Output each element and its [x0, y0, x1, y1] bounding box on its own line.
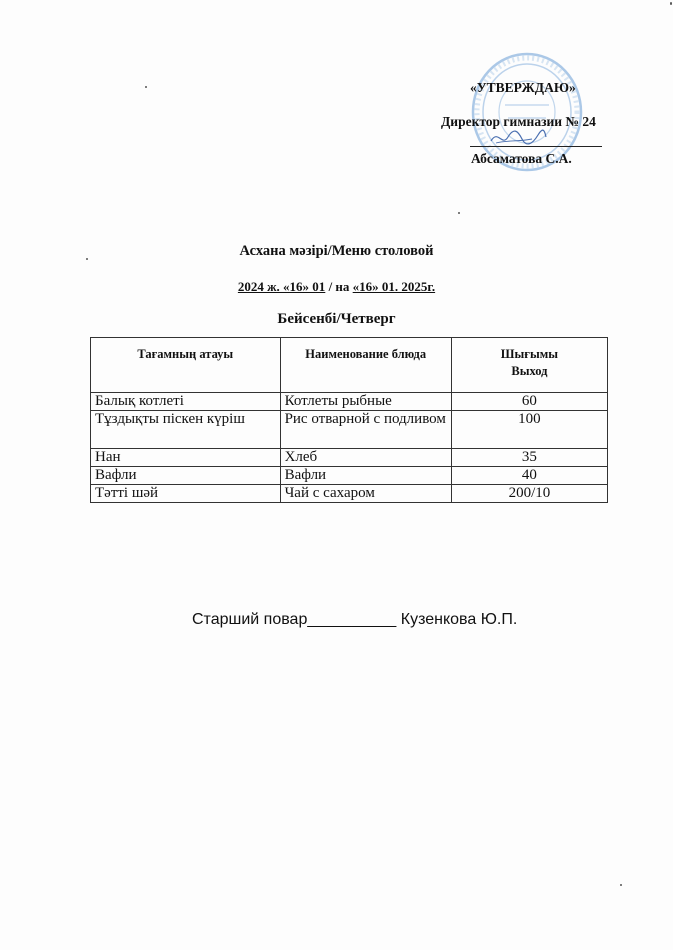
table-row: [91, 411, 608, 449]
cell-kz: Тәтті шәй: [91, 485, 281, 503]
header-kz-name: Тағамның атауы: [91, 338, 281, 393]
date-kz: 2024 ж. «16» 01: [237, 279, 326, 294]
table-row: [91, 467, 608, 485]
cell-ru: Чай с сахаром: [280, 485, 451, 503]
cell-kz: Вафли: [91, 467, 281, 485]
table-row: [91, 485, 608, 503]
header-ru-name: Наименование блюда: [280, 338, 451, 393]
cell-ru: Вафли: [280, 467, 451, 485]
cell-kz: Тұздықты піскен күріш: [91, 411, 281, 449]
header-output-ru: Выход: [511, 364, 548, 378]
approval-position: Директор гимназии № 24: [441, 114, 596, 129]
approval-name: Абсаматова С.А.: [471, 151, 572, 166]
scan-speck: [670, 2, 672, 5]
scan-speck: [86, 258, 88, 260]
table-row: [91, 449, 608, 467]
date-ru: «16» 01. 2025г.: [352, 279, 436, 294]
scan-speck: [620, 884, 622, 886]
cell-output: 100: [451, 411, 607, 449]
table-header-row: [91, 338, 608, 393]
cell-ru: Котлеты рыбные: [280, 393, 451, 411]
signature-line: [470, 146, 602, 147]
cell-kz: Нан: [91, 449, 281, 467]
scan-speck: [458, 212, 460, 214]
cell-output: 60: [451, 393, 607, 411]
menu-date: [0, 279, 673, 295]
cell-output: 40: [451, 467, 607, 485]
header-output-kz: Шығымы: [500, 347, 558, 361]
scan-speck: [145, 86, 147, 88]
cell-ru: Рис отварной с подливом: [280, 411, 451, 449]
menu-table: [90, 337, 608, 503]
table-row: [91, 393, 608, 411]
cell-ru: Хлеб: [280, 449, 451, 467]
cell-output: 35: [451, 449, 607, 467]
cell-output: 200/10: [451, 485, 607, 503]
menu-title: Асхана мәзірі/Меню столовой: [239, 243, 434, 259]
weekday-title: Бейсенбі/Четверг: [277, 311, 396, 327]
cell-kz: Балық котлеті: [91, 393, 281, 411]
date-separator: / на: [325, 279, 353, 294]
approval-heading: «УТВЕРЖДАЮ»: [470, 80, 576, 95]
senior-cook-signature-line: Старший повар__________ Кузенкова Ю.П.: [192, 611, 518, 628]
header-output: [451, 338, 607, 393]
